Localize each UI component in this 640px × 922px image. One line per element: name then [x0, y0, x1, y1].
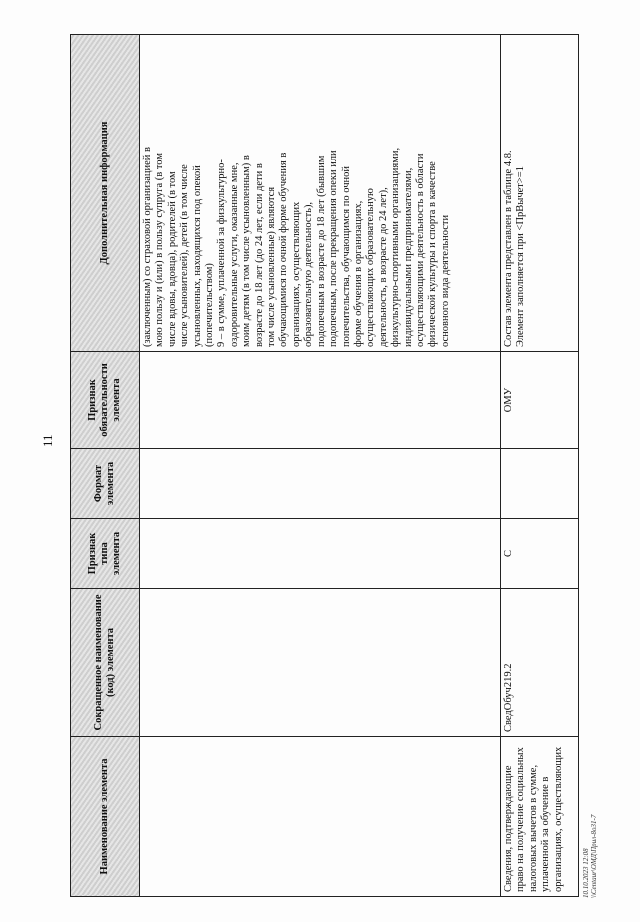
cell-required: ОМУ — [501, 352, 579, 449]
info-line: попечительства, обучающимся по очной — [340, 166, 352, 347]
info-line: физической культуры и спорта в качестве — [427, 161, 439, 347]
info-line: индивидуальными предпринимателями, — [402, 167, 414, 347]
header-element-format: Формат элемента — [71, 449, 140, 519]
header-element-name: Наименование элемента — [71, 737, 140, 897]
info-line: форме обучения в организациях, — [352, 200, 364, 347]
info-line: оздоровительные услуги, оказанные мне, — [228, 162, 240, 347]
info-line: подопечным, после прекращения опеки или — [328, 150, 340, 347]
info-line: обучающимися по очной форме обучения в — [278, 152, 290, 347]
info-line: 9 – в сумме, уплаченной за физкультурно- — [216, 159, 228, 347]
cell-format — [501, 449, 579, 519]
info-line: подопечным в возрасте до 18 лет (бывшим — [315, 155, 327, 347]
table-header-row — [71, 35, 140, 897]
cell-format — [140, 449, 501, 519]
info-line: Элемент заполняется при <ПрВычет>=1 — [515, 166, 527, 347]
info-line: осуществляющими деятельность в области — [414, 153, 426, 347]
table-row-continuation — [140, 35, 501, 897]
footer-file-path: \\Centaur\ОМД\Прил-8о31-7 — [590, 814, 598, 898]
table-row-svedobuch — [501, 35, 579, 897]
element-format-table — [70, 34, 579, 897]
cell-additional-info — [501, 35, 579, 352]
info-line: осуществляющих образовательную — [365, 188, 377, 347]
format-table-container — [70, 35, 565, 897]
cell-code: СведОбуч219.2 — [501, 589, 579, 737]
info-line: физкультурно-спортивными организациями, — [390, 147, 402, 347]
header-element-required: Признак обязательности элемента — [71, 352, 140, 449]
cell-required — [140, 352, 501, 449]
page-number: 11 — [40, 434, 55, 447]
cell-name — [140, 737, 501, 897]
header-element-type: Признак типа элемента — [71, 519, 140, 589]
cell-code — [140, 589, 501, 737]
info-line: деятельность, в возрасте до 24 лет), — [377, 187, 389, 347]
header-element-code: Сокращенное наименование (код) элемента — [71, 589, 140, 737]
cell-type — [140, 519, 501, 589]
cell-type: С — [501, 519, 579, 589]
cell-additional-info — [140, 35, 501, 352]
info-line: числе усыновителей), детей (в том числе — [179, 164, 191, 347]
footer-timestamp: 10.10.2023 12:08 — [582, 848, 590, 898]
footer-file-stamp — [582, 815, 598, 898]
info-line: возрасте до 18 лет (до 24 лет, если дети в — [253, 163, 265, 347]
info-line: организациях, осуществляющих — [290, 201, 302, 347]
info-line: Состав элемента представлен в таблице 4.8. — [503, 150, 514, 347]
info-line: усыновленных, находящихся под опекой — [191, 165, 203, 347]
info-line: мою пользу и (или) в пользу супруга (в том — [154, 153, 166, 347]
info-line: том числе усыновленные) являются — [266, 186, 278, 347]
info-line: моим детям (в том числе усыновленным) в — [241, 155, 253, 347]
info-line: образовательную деятельность), — [303, 201, 315, 347]
info-line: основного вида деятельности — [439, 214, 451, 347]
header-additional-info: Дополнительная информация — [71, 35, 140, 352]
cell-name: Сведения, подтверждающие право на получение социальных налоговых вычетов в сумме, уплаченной за обучение в организациях, осуществляющих — [501, 737, 579, 897]
info-line: (попечительством) — [204, 263, 216, 347]
info-line: (заключенным) со страховой организацией в — [142, 146, 153, 347]
info-line: числе вдовы, вдовца), родителей (в том — [166, 171, 178, 347]
